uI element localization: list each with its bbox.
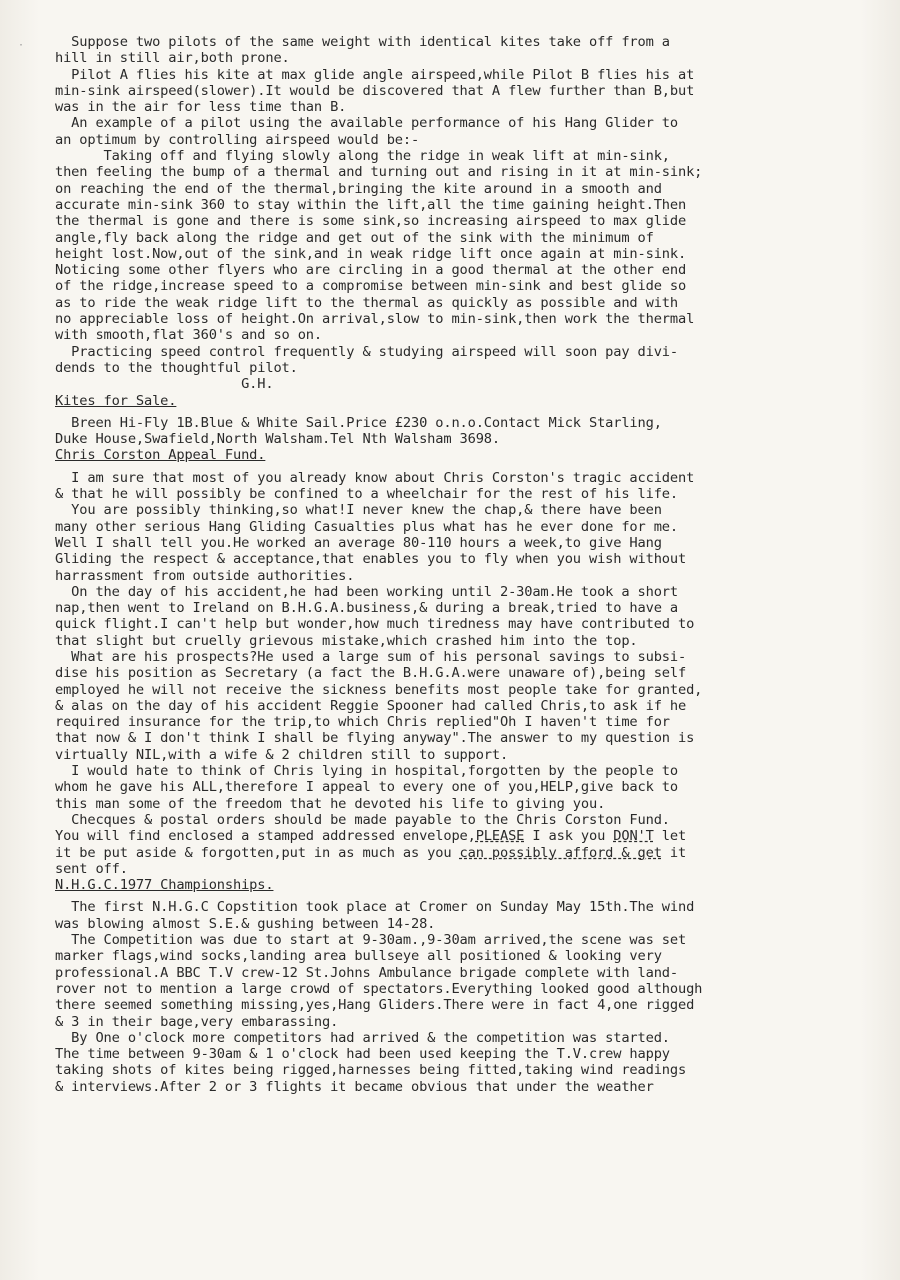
- paragraph-line: Duke House,Swafield,North Walsham.Tel Nth Walsham 3698.: [55, 431, 500, 448]
- line-text: let: [653, 828, 687, 845]
- paragraph-line: rover not to mention a large crowd of spectators.Everything looked good although: [55, 980, 703, 997]
- paragraph-line: Taking off and flying slowly along the ridge in weak lift at min-sink,: [55, 148, 670, 165]
- paragraph-line: Checques & postal orders should be made payable to the Chris Corston Fund.: [55, 811, 670, 828]
- line-text: it: [661, 844, 687, 861]
- author-signature: G.H.: [55, 376, 274, 393]
- paragraph-line: required insurance for the trip,to which Chris replied"Oh I haven't time for: [55, 714, 670, 731]
- section-heading-appeal: Chris Corston Appeal Fund.: [55, 447, 266, 464]
- paragraph-line: The Competition was due to start at 9-30am.,9-30am arrived,the scene was set: [55, 932, 687, 949]
- paragraph-line: Noticing some other flyers who are circling in a good thermal at the other end: [55, 262, 687, 279]
- paragraph-line: I would hate to think of Chris lying in hospital,forgotten by the people to: [55, 763, 678, 780]
- paragraph-line: was blowing almost S.E.& gushing between 14-28.: [55, 915, 436, 932]
- section-kites: [55, 415, 855, 448]
- paragraph-line: An example of a pilot using the available performance of his Hang Glider to: [55, 115, 678, 132]
- paragraph-line: You are possibly thinking,so what!I never knew the chap,& there have been: [55, 502, 662, 519]
- paragraph-line: On the day of his accident,he had been working until 2-30am.He took a short: [55, 583, 678, 600]
- paragraph-line: accurate min-sink 360 to stay within the lift,all the time gaining height.Then: [55, 196, 687, 213]
- paragraph-line: & interviews.After 2 or 3 flights it became obvious that under the weather: [55, 1078, 654, 1095]
- section-heading-kites: Kites for Sale.: [55, 392, 177, 409]
- paragraph-line: that now & I don't think I shall be flying anyway".The answer to my question is: [55, 730, 695, 747]
- paragraph-line: sent off.: [55, 860, 128, 877]
- paragraph-line: height lost.Now,out of the sink,and in weak ridge lift once again at min-sink.: [55, 245, 687, 262]
- paragraph-line: What are his prospects?He used a large sum of his personal savings to subsi-: [55, 648, 687, 665]
- paragraph-line: & that he will possibly be confined to a wheelchair for the rest of his life.: [55, 486, 678, 503]
- paragraph-line: min-sink airspeed(slower).It would be discovered that A flew further than B,but: [55, 82, 695, 99]
- section-championships: [55, 899, 855, 1095]
- paragraph-line: there seemed something missing,yes,Hang Gliders.There were in fact 4,one rigged: [55, 997, 695, 1014]
- paragraph-line: Gliding the respect & acceptance,that enables you to fly when you wish without: [55, 551, 687, 568]
- emphasis-dont: DON'T: [613, 828, 654, 845]
- paragraph-line: no appreciable loss of height.On arrival,slow to min-sink,then work the thermal: [55, 311, 695, 328]
- paragraph-line: The first N.H.G.C Copstition took place at Cromer on Sunday May 15th.The wind: [55, 899, 695, 916]
- emphasis-please: PLEASE: [475, 828, 525, 845]
- paragraph-line: By One o'clock more competitors had arrived & the competition was started.: [55, 1029, 670, 1046]
- paragraph-line: the thermal is gone and there is some sink,so increasing airspeed to max glide: [55, 213, 687, 230]
- paragraph-line: virtually NIL,with a wife & 2 children still to support.: [55, 746, 509, 763]
- section-airspeed: [55, 34, 855, 393]
- paragraph-line: Well I shall tell you.He worked an average 80-110 hours a week,to give Hang: [55, 534, 662, 551]
- paragraph-line: nap,then went to Ireland on B.H.G.A.business,& during a break,tried to have a: [55, 600, 678, 617]
- section-heading-championships: N.H.G.C.1977 Championships.: [55, 877, 274, 894]
- paragraph-line: dise his position as Secretary (a fact the B.H.G.A.were unaware of),being self: [55, 665, 687, 682]
- paragraph-line: quick flight.I can't help but wonder,how much tiredness may have contributed to: [55, 616, 695, 633]
- paragraph-line: & alas on the day of his accident Reggie Spooner had called Chris,to ask if he: [55, 697, 687, 714]
- paragraph-line: I am sure that most of you already know about Chris Corston's tragic accident: [55, 469, 695, 486]
- paragraph-line: on reaching the end of the thermal,bringing the kite around in a smooth and: [55, 180, 662, 197]
- paragraph-line: as to ride the weak ridge lift to the thermal as quickly as possible and with: [55, 294, 678, 311]
- paragraph-line: harrassment from outside authorities.: [55, 567, 355, 584]
- paragraph-line: [55, 828, 855, 844]
- paragraph-line: Suppose two pilots of the same weight with identical kites take off from a: [55, 34, 670, 50]
- paragraph-line: taking shots of kites being rigged,harnesses being fitted,taking wind readings: [55, 1062, 687, 1079]
- paragraph-line: Practicing speed control frequently & studying airspeed will soon pay divi-: [55, 343, 678, 360]
- paragraph-line: hill in still air,both prone.: [55, 50, 290, 67]
- paragraph-line: an optimum by controlling airspeed would be:-: [55, 131, 420, 148]
- section-appeal: [55, 470, 855, 877]
- paragraph-line: whom he gave his ALL,therefore I appeal to every one of you,HELP,give back to: [55, 779, 678, 796]
- paragraph-line: marker flags,wind socks,landing area bullseye all positioned & looking very: [55, 948, 662, 965]
- paragraph-line: of the ridge,increase speed to a compromise between min-sink and best glide so: [55, 278, 687, 295]
- paragraph-line: was in the air for less time than B.: [55, 99, 347, 116]
- paragraph-line: Pilot A flies his kite at max glide angle airspeed,while Pilot B flies his at: [55, 66, 695, 83]
- paragraph-line: dends to the thoughtful pilot.: [55, 359, 298, 376]
- document-body: [55, 34, 855, 1095]
- paragraph-line: The time between 9-30am & 1 o'clock had been used keeping the T.V.crew happy: [55, 1046, 670, 1063]
- paragraph-line: with smooth,flat 360's and so on.: [55, 327, 322, 344]
- paragraph-line: this man some of the freedom that he devoted his life to giving you.: [55, 795, 606, 812]
- paragraph-line: Breen Hi-Fly 1B.Blue & White Sail.Price £230 o.n.o.Contact Mick Starling,: [55, 414, 662, 431]
- line-text: You will find enclosed a stamped addressed envelope,: [55, 828, 476, 845]
- paragraph-line: that slight but cruelly grievous mistake,which crashed him into the top.: [55, 632, 638, 649]
- line-text: I ask you: [524, 828, 614, 845]
- emphasis-afford: can possibly afford & get: [459, 844, 662, 861]
- paragraph-line: professional.A BBC T.V crew-12 St.Johns Ambulance brigade complete with land-: [55, 964, 678, 981]
- paragraph-line: [55, 845, 855, 861]
- paragraph-line: many other serious Hang Gliding Casualties plus what has he ever done for me.: [55, 518, 678, 535]
- paragraph-line: angle,fly back along the ridge and get out of the sink with the minimum of: [55, 229, 654, 246]
- paragraph-line: & 3 in their bage,very embarassing.: [55, 1013, 339, 1030]
- margin-mark: ·: [18, 40, 25, 51]
- paragraph-line: then feeling the bump of a thermal and turning out and rising in it at min-sink;: [55, 164, 703, 181]
- paragraph-line: employed he will not receive the sickness benefits most people take for granted,: [55, 681, 703, 698]
- line-text: it be put aside & forgotten,put in as much as you: [55, 844, 460, 861]
